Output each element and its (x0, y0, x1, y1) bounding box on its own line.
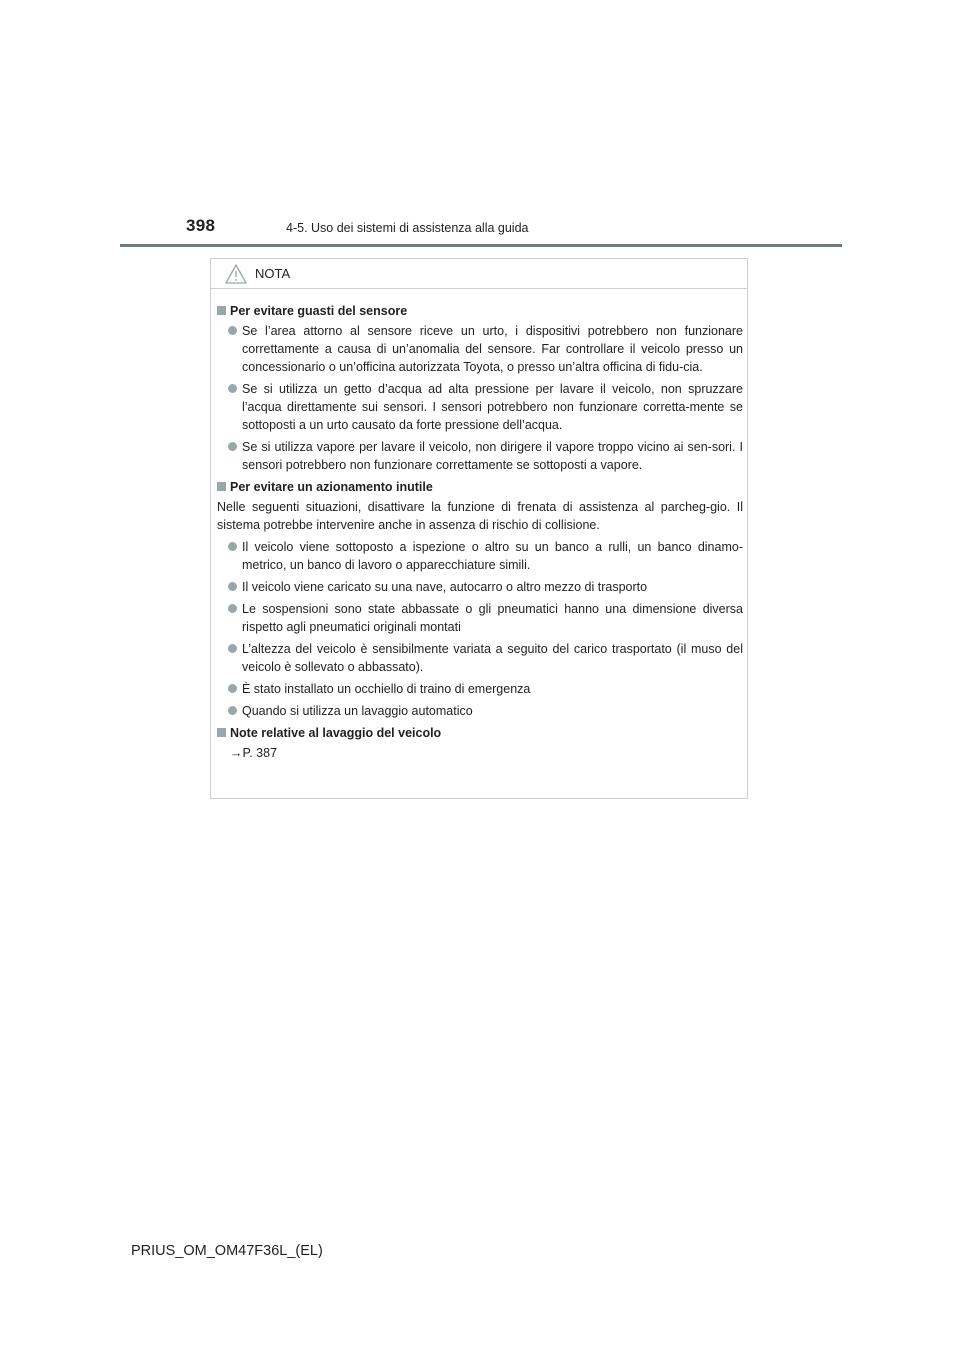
bullet-item: Se si utilizza un getto d’acqua ad alta pressione per lavare il veicolo, non spruzzare l’acqua direttamente sui sensori. I sensori potrebbero non funzionare corretta-mente se sottoposti a un urto causato da forte pressione dell’acqua. (217, 380, 743, 434)
note-box (210, 258, 748, 799)
section-intro: Nelle seguenti situazioni, disattivare la funzione di frenata di assistenza al parcheg-gio. Il sistema potrebbe intervenire anche in assenza di rischio di collisione. (217, 500, 743, 532)
warning-triangle-icon (225, 264, 247, 284)
bullet-item: Le sospensioni sono state abbassate o gli pneumatici hanno una dimensione diversa rispetto agli pneumatici originali montati (217, 600, 743, 636)
section-heading: Per evitare un azionamento inutile (217, 478, 743, 496)
bullet-item: Se l’area attorno al sensore riceve un urto, i dispositivi potrebbero non funzionare correttamente a causa di un’anomalia del sensore. Far controllare il veicolo presso un concessionario o un’officina autorizzata Toyota, o presso un’altra officina di fidu-cia. (217, 322, 743, 376)
section-heading: Note relative al lavaggio del veicolo (217, 724, 743, 742)
page-header (120, 216, 842, 246)
note-label: NOTA (255, 266, 291, 281)
bullet-item: È stato installato un occhiello di traino di emergenza (217, 680, 743, 698)
bullet-item: Il veicolo viene caricato su una nave, autocarro o altro mezzo di trasporto (217, 578, 743, 596)
bullet-item: Il veicolo viene sottoposto a ispezione o altro su un banco a rulli, un banco dinamo-metrico, un banco di lavoro o apparecchiature simili. (217, 538, 743, 574)
bullet-item: Se si utilizza vapore per lavare il veicolo, non dirigere il vapore troppo vicino ai sen-sori. I sensori potrebbero non funzionare correttamente se sottoposti a vapore. (217, 438, 743, 474)
header-divider (120, 244, 842, 247)
page-number: 398 (186, 216, 216, 235)
bullet-item: L’altezza del veicolo è sensibilmente variata a seguito del carico trasportato (il muso del veicolo è sollevato o abbassato). (217, 640, 743, 676)
section-title: 4-5. Uso dei sistemi di assistenza alla guida (286, 221, 529, 235)
page-reference-link[interactable]: →P. 387 (230, 746, 278, 760)
section-heading: Per evitare guasti del sensore (217, 302, 743, 320)
bullet-item: Quando si utilizza un lavaggio automatico (217, 702, 743, 720)
document-code: PRIUS_OM_OM47F36L_(EL) (131, 1243, 323, 1259)
note-header (211, 259, 747, 289)
note-body (217, 302, 743, 762)
